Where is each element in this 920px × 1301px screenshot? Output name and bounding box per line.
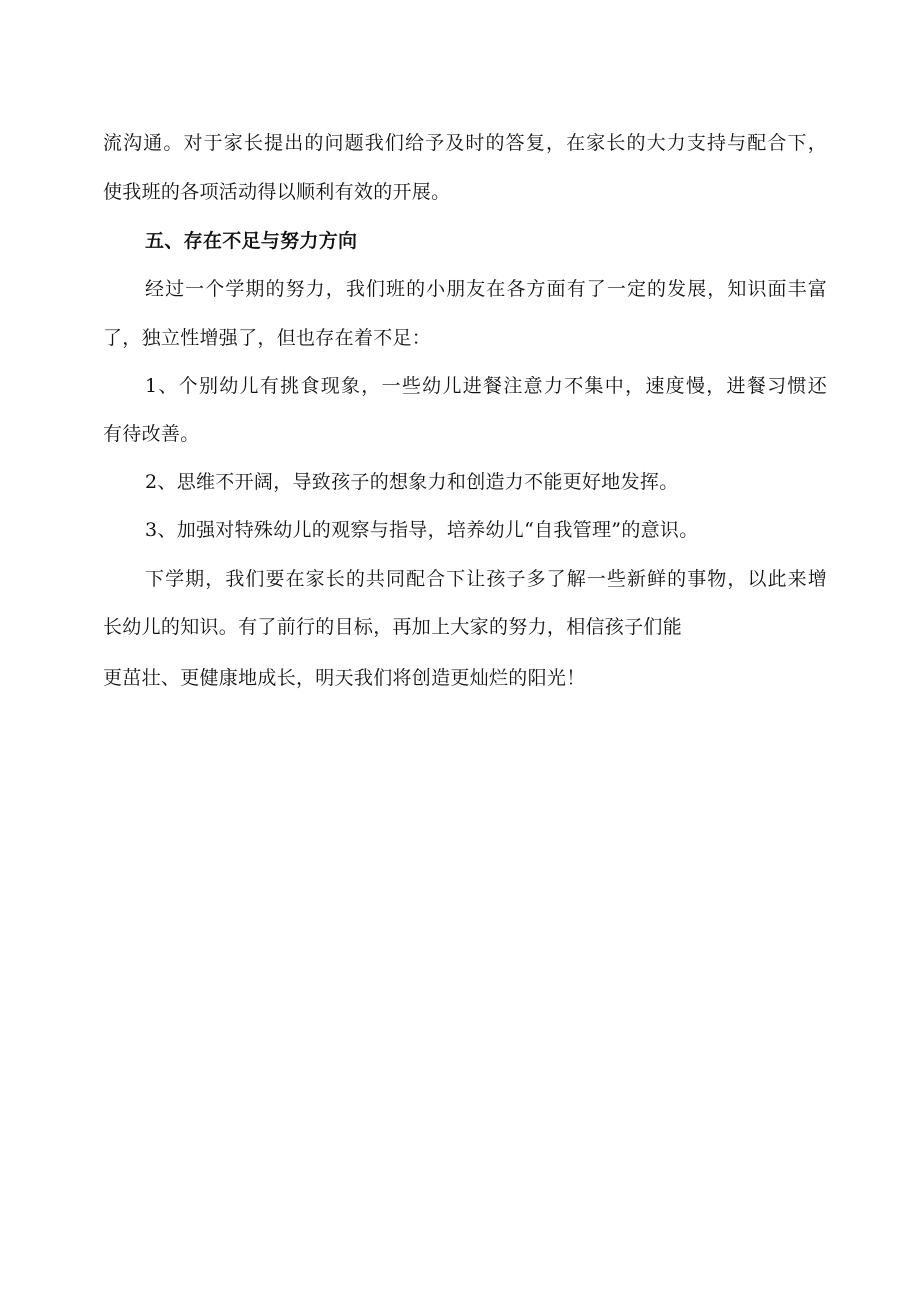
list-item-line: 有待改善。 [103, 423, 200, 445]
list-item-line: 1、个别幼儿有挑食现象，一些幼儿进餐注意力不集中，速度慢，进餐习惯还 [145, 375, 827, 397]
paragraph-line: 了，独立性增强了，但也存在着不足： [103, 327, 432, 349]
list-item: 3、加强对特殊幼儿的观察与指导，培养幼儿“自我管理”的意识。 [145, 519, 699, 541]
section-heading: 五、存在不足与努力方向 [145, 230, 358, 252]
paragraph-line: 流沟通。对于家长提出的问题我们给予及时的答复，在家长的大力支持与配合下， [103, 132, 827, 154]
paragraph-line: 下学期，我们要在家长的共同配合下让孩子多了解一些新鲜的事物，以此来增 [145, 568, 827, 590]
paragraph-line: 更茁壮、更健康地成长，明天我们将创造更灿烂的阳光！ [103, 667, 586, 689]
paragraph-line: 长幼儿的知识。有了前行的目标，再加上大家的努力，相信孩子们能 [103, 616, 683, 638]
paragraph-line: 经过一个学期的努力，我们班的小朋友在各方面有了一定的发展，知识面丰富 [145, 278, 827, 300]
list-item: 2、思维不开阔，导致孩子的想象力和创造力不能更好地发挥。 [145, 471, 679, 493]
paragraph-line: 使我班的各项活动得以顺利有效的开展。 [103, 181, 451, 203]
